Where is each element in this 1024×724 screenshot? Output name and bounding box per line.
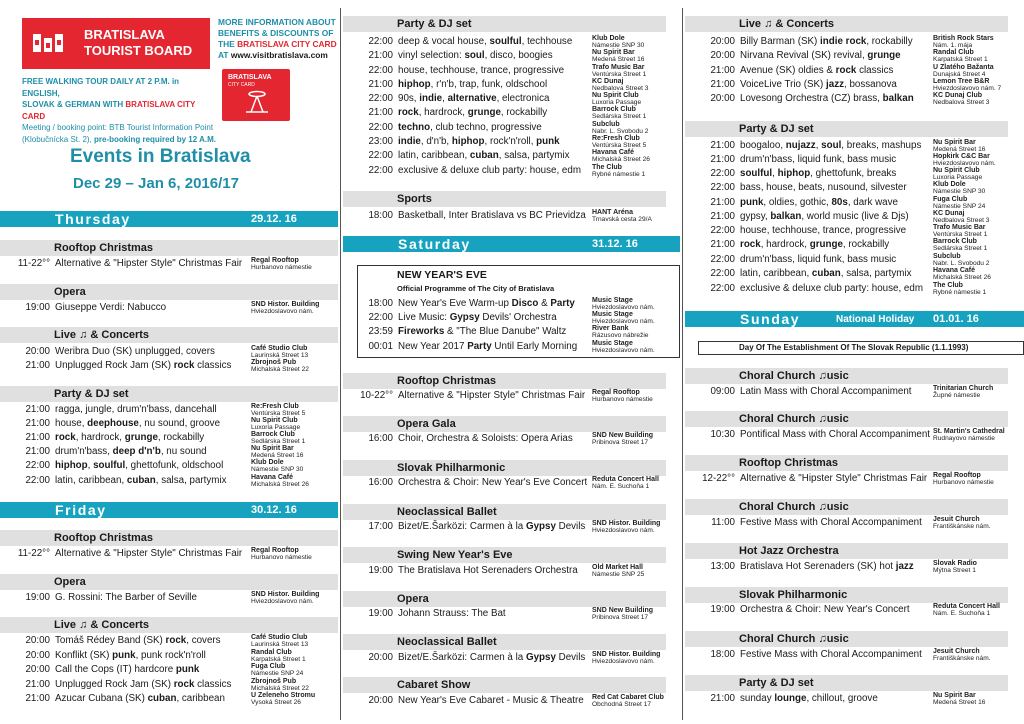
info-line: BENEFITS & DISCOUNTS OF [218,28,334,38]
event-title: Orchestra & Choir: New Year's Eve Concert [398,477,588,488]
event-venue: Old Market Hall Námestie SNP 25 [592,564,645,578]
day-bar-sunday [685,311,1024,327]
event-title: Lovesong Orchestra (CZ) brass, balkan [740,93,914,104]
event-venue: U Zlatého Bažanta Dunajská Street 4 [933,64,994,78]
event-time: 21:00 [710,65,735,76]
page-subtitle: Dec 29 – Jan 6, 2016/17 [73,175,239,192]
nye-subtitle: Official Programme of The City of Bratislava [397,284,555,293]
event-title: latin, caribbean, cuban, salsa, partymix [398,150,570,161]
category-heading: Opera [343,591,666,607]
category-heading: Cabaret Show [343,677,666,693]
category-heading: Rooftop Christmas [685,455,1008,471]
event-venue: Havana Café Michalská Street 26 [933,267,991,281]
event-venue: River Bank Rázusovo nábrežie [592,325,649,339]
event-venue: Nu Spirit Club Luxoria Passage [592,92,642,106]
event-time: 21:00 [710,197,735,208]
event-title: house, techhouse, trance, progressive [740,225,907,236]
event-time: 21:00 [25,693,50,704]
event-title: hiphop, r'n'b, trap, funk, oldschool [398,79,548,90]
event-time: 22:00 [710,283,735,294]
event-time: 10-22°° [360,390,393,401]
event-venue: Music Stage Hviezdoslavovo nám. [592,340,655,354]
nye-title: NEW YEAR'S EVE [397,269,487,281]
category-heading: Opera [0,284,338,300]
event-time: 21:00 [710,140,735,151]
event-time: 11-22°° [17,548,50,559]
event-title: Weribra Duo (SK) unplugged, covers [55,346,215,357]
category-heading: Rooftop Christmas [0,240,338,256]
event-venue: Slovak Radio Mýtna Street 1 [933,560,977,574]
ufo-tower-icon [242,89,272,113]
event-venue: Music Stage Hviezdoslavovo nám. [592,297,655,311]
column-1 [0,0,338,724]
event-venue: Randal Club Karpatská Street 1 [251,649,306,663]
event-title: Konflikt (SK) punk, punk rock'n'roll [55,650,206,661]
event-time: 21:00 [710,79,735,90]
event-venue: Jesuit Church Františkánske nám. [933,516,991,530]
event-venue: SND Histor. Building Hviezdoslavovo nám. [592,651,661,665]
event-venue: Music Stage Hviezdoslavovo nám. [592,311,655,325]
event-time: 11-22°° [17,258,50,269]
event-venue: Nu Spirit Club Luxoria Passage [933,167,983,181]
info-text: AT [218,50,231,60]
event-time: 21:00 [25,432,50,443]
event-time: 18:00 [710,649,735,660]
walk-prebooking: pre-booking required by 12 A.M. [94,134,216,144]
event-venue: St. Martin's Cathedral Rudnayovo námestie [933,428,1005,442]
city-card-info [218,17,338,61]
event-title: Unplugged Rock Jam (SK) rock classics [55,360,232,371]
category-heading: Choral Church ♫usic [685,411,1008,427]
event-title: Giuseppe Verdi: Nabucco [55,302,167,313]
event-time: 19:00 [25,302,50,313]
event-venue: Regal Rooftop Hurbanovo námestie [933,472,994,486]
event-time: 20:00 [710,50,735,61]
event-title: bass, house, beats, nusound, silvester [740,182,907,193]
website-link[interactable]: www.visitbratislava.com [230,50,328,60]
event-time: 22:00 [368,65,393,76]
day-date: 30.12. 16 [251,504,297,516]
event-venue: Regal Rooftop Hurbanovo námestie [251,547,312,561]
event-title: house, techhouse, trance, progressive [398,65,565,76]
event-venue: Regal Rooftop Hurbanovo námestie [251,257,312,271]
event-venue: SND Histor. Building Hviezdoslavovo nám. [251,591,320,605]
category-heading: Choral Church ♫usic [685,499,1008,515]
event-title: Call the Cops (IT) hardcore punk [55,664,200,675]
category-heading: Neoclassical Ballet [343,504,666,520]
walking-tour-info [22,76,218,145]
event-title: Alternative & "Hipster Style" Christmas Fair [55,258,243,269]
walk-line: Meeting / booking point: BTB Tourist Information Point [22,123,214,132]
info-line: MORE INFORMATION ABOUT [218,17,336,27]
event-venue: The Club Rybné námestie 1 [592,164,646,178]
event-venue: Zbrojnoš Pub Michalská Street 22 [251,359,309,373]
event-time: 21:00 [710,154,735,165]
event-title: Bizet/E.Šarközi: Carmen à la Gypsy Devils [398,521,586,532]
event-time: 22:00 [368,93,393,104]
event-title: techno, club techno, progressive [398,122,542,133]
event-title: boogaloo, nujazz, soul, breaks, mashups [740,140,922,151]
category-heading: Opera Gala [343,416,666,432]
page-title: Events in Bratislava [70,146,251,167]
event-title: G. Rossini: The Barber of Seville [55,592,197,603]
column-2 [343,0,680,724]
event-title: Festive Mass with Choral Accompaniment [740,649,922,660]
event-time: 21:00 [710,211,735,222]
event-time: 18:00 [368,210,393,221]
event-title: sunday lounge, chillout, groove [740,693,878,704]
event-time: 10:30 [710,429,735,440]
event-title: drum'n'bass, liquid funk, bass music [740,154,897,165]
event-venue: Reduta Concert Hall Nám. E. Suchoňa 1 [592,476,659,490]
event-time: 23:59 [368,326,393,337]
day-bar-thursday [0,211,338,227]
event-time: 22:00 [710,168,735,179]
day-date: 01.01. 16 [933,313,979,325]
event-time: 13:00 [710,561,735,572]
day-name: Thursday [55,211,131,227]
event-time: 22:00 [710,182,735,193]
category-heading: Slovak Philharmonic [685,587,1008,603]
event-time: 09:00 [710,386,735,397]
category-heading: Choral Church ♫usic [685,631,1008,647]
event-venue: Trafo Music Bar Ventúrska Street 1 [592,64,647,78]
event-time: 20:00 [25,635,50,646]
event-time: 22:00 [710,225,735,236]
event-venue: Hopkirk C&C Bar Hviezdoslavovo nám. [933,153,996,167]
event-time: 21:00 [710,693,735,704]
event-title: exclusive & deluxe club party: house, edm [398,165,581,176]
event-title: Nirvana Revival (SK) revival, grunge [740,50,901,61]
event-venue: KC Dunaj Nedbalova Street 3 [933,210,990,224]
event-time: 21:00 [25,360,50,371]
event-title: indie, d'n'b, hiphop, rock'n'roll, punk [398,136,560,147]
event-title: New Year 2017 Party Until Early Morning [398,341,578,352]
event-venue: Lemon Tree B&R Hviezdoslavovo nám. 7 [933,78,1002,92]
event-venue: KC Dunaj Club Nedbalova Street 3 [933,92,990,106]
event-venue: SND New Building Pribinova Street 17 [592,432,654,446]
event-time: 20:00 [368,652,393,663]
event-venue: Randal Club Karpatská Street 1 [933,49,988,63]
event-title: deep & vocal house, soulful, techhouse [398,36,573,47]
category-heading: Slovak Philharmonic [343,460,666,476]
event-venue: Subclub Nabr. L. Svobodu 2 [592,121,649,135]
event-time: 22:00 [368,122,393,133]
event-venue: Trinitarian Church Župné námestie [933,385,994,399]
category-heading: Rooftop Christmas [0,530,338,546]
event-title: Alternative & "Hipster Style" Christmas Fair [740,473,928,484]
event-title: Alternative & "Hipster Style" Christmas Fair [55,548,243,559]
event-venue: Red Cat Cabaret Club Obchodná Street 17 [592,694,664,708]
event-time: 19:00 [368,565,393,576]
event-venue: Regal Rooftop Hurbanovo námestie [592,389,653,403]
event-time: 20:00 [368,695,393,706]
event-venue: Trafo Music Bar Ventúrska Street 1 [933,224,988,238]
event-title: The Bratislava Hot Serenaders Orchestra [398,565,578,576]
event-title: rock, hardrock, grunge, rockabilly [55,432,205,443]
walk-city-card: BRATISLAVA CITY CARD [22,100,196,121]
day-date: 29.12. 16 [251,213,297,225]
event-title: exclusive & deluxe club party: house, edm [740,283,923,294]
event-title: punk, oldies, gothic, 80s, dark wave [740,197,898,208]
event-title: drum'n'bass, liquid funk, bass music [740,254,897,265]
event-time: 21:00 [368,50,393,61]
event-venue: Subclub Nabr. L. Svobodu 2 [933,253,990,267]
event-time: 20:00 [710,93,735,104]
category-heading: Live ♫ & Concerts [685,16,1008,32]
event-title: rock, hardrock, grunge, rockabilly [740,239,890,250]
event-venue: Reduta Concert Hall Nám. E. Suchoňa 1 [933,603,1000,617]
event-time: 16:00 [368,433,393,444]
event-title: Alternative & "Hipster Style" Christmas Fair [398,390,586,401]
event-title: Choir, Orchestra & Soloists: Opera Arias [398,433,573,444]
event-time: 20:00 [25,664,50,675]
event-title: Orchestra & Choir: New Year's Concert [740,604,910,615]
event-time: 18:00 [368,298,393,309]
event-venue: SND Histor. Building Hviezdoslavovo nám. [592,520,661,534]
bratislava-tourist-board-logo[interactable] [22,18,210,69]
national-holiday-box: Day Of The Establishment Of The Slovak Republic (1.1.1993) [698,341,1024,355]
event-time: 19:00 [710,604,735,615]
category-heading: Party & DJ set [685,675,1008,691]
info-text: THE [218,39,238,49]
event-time: 21:00 [25,446,50,457]
event-title: Festive Mass with Choral Accompaniment [740,517,922,528]
event-time: 12-22°° [702,473,735,484]
event-time: 22:00 [710,268,735,279]
event-venue: Havana Café Michalská Street 26 [592,149,650,163]
event-title: latin, caribbean, cuban, salsa, partymix [55,475,227,486]
event-time: 22:00 [710,254,735,265]
logo-line-2: TOURIST BOARD [84,43,193,58]
category-heading: Sports [343,191,666,207]
event-time: 20:00 [25,346,50,357]
day-date: 31.12. 16 [592,238,638,250]
category-heading: Choral Church ♫usic [685,368,1008,384]
category-heading: Live ♫ & Concerts [0,327,338,343]
category-heading: Hot Jazz Orchestra [685,543,1008,559]
event-venue: Nu Spirit Bar Medená Street 16 [251,445,304,459]
event-time: 21:00 [25,404,50,415]
event-time: 22:00 [25,475,50,486]
event-venue: SND New Building Pribinova Street 17 [592,607,654,621]
category-heading: Neoclassical Ballet [343,634,666,650]
event-title: hiphop, soulful, ghettofunk, oldschool [55,460,224,471]
event-time: 22:00 [25,460,50,471]
category-heading: Opera [0,574,338,590]
city-card-image [222,69,290,121]
event-title: VoiceLive Trio (SK) jazz, bossanova [740,79,897,90]
event-venue: Fuga Club Námestie SNP 24 [251,663,304,677]
event-title: drum'n'bass, deep d'n'b, nu sound [55,446,207,457]
day-bar-friday [0,502,338,518]
event-title: Pontifical Mass with Choral Accompaniment [740,429,931,440]
event-venue: Jesuit Church Františkánske nám. [933,648,991,662]
event-time: 11:00 [711,517,735,528]
event-venue: Barrock Club Sedlárska Street 1 [251,431,306,445]
event-venue: Klub Dole Námestie SNP 30 [251,459,304,473]
walk-line: FREE WALKING TOUR DAILY AT 2 P.M. in ENGLISH, [22,77,180,98]
event-venue: Zbrojnoš Pub Michalská Street 22 [251,678,309,692]
category-heading: Party & DJ set [343,16,666,32]
event-venue: Nu Spirit Bar Medená Street 16 [592,49,645,63]
event-time: 23:00 [368,136,393,147]
card-sublabel: CITY CARD [228,82,255,88]
category-heading: Party & DJ set [685,121,1008,137]
event-title: Bratislava Hot Serenaders (SK) hot jazz [740,561,914,572]
event-time: 17:00 [368,521,393,532]
event-title: vinyl selection: soul, disco, boogies [398,50,553,61]
event-venue: Havana Café Michalská Street 26 [251,474,309,488]
column-divider [682,8,683,720]
event-time: 22:00 [368,36,393,47]
event-time: 22:00 [368,312,393,323]
event-title: ragga, jungle, drum'n'bass, dancehall [55,404,217,415]
category-heading: Swing New Year's Eve [343,547,666,563]
event-venue: Nu Spirit Bar Medená Street 16 [933,692,986,706]
walk-text: (Klobučnícka St. 2), [22,134,95,144]
event-venue: British Rock Stars Nám. 1. mája [933,35,994,49]
event-title: 90s, indie, alternative, electronica [398,93,550,104]
event-title: Johann Strauss: The Bat [398,608,506,619]
event-venue: Re:Fresh Club Ventúrska Street 5 [592,135,647,149]
event-venue: Barrock Club Sedlárska Street 1 [933,238,988,252]
event-venue: Klub Dole Námestie SNP 30 [933,181,986,195]
column-divider [340,8,341,720]
event-title: New Year's Eve Warm-up Disco & Party [398,298,575,309]
column-3 [685,0,1024,724]
event-time: 22:00 [368,165,393,176]
event-venue: Nu Spirit Club Luxoria Passage [251,417,301,431]
event-venue: Klub Dole Námestie SNP 30 [592,35,645,49]
event-title: Azucar Cubana (SK) cuban, caribbean [55,693,225,704]
event-time: 22:00 [368,150,393,161]
event-title: gypsy, balkan, world music (live & Djs) [740,211,909,222]
event-title: Bizet/E.Šarközi: Carmen à la Gypsy Devils [398,652,586,663]
event-venue: Nu Spirit Bar Medená Street 16 [933,139,986,153]
category-heading: Party & DJ set [0,386,338,402]
event-time: 21:00 [25,418,50,429]
event-venue: Café Studio Club Laurinská Street 13 [251,345,309,359]
event-time: 19:00 [368,608,393,619]
event-title: Live Music: Gypsy Devils' Orchestra [398,312,557,323]
event-venue: The Club Rybné námestie 1 [933,282,987,296]
event-title: soulful, hiphop, ghettofunk, breaks [740,168,897,179]
event-time: 19:00 [25,592,50,603]
event-title: Billy Barman (SK) indie rock, rockabilly [740,36,913,47]
event-title: New Year's Eve Cabaret - Music & Theatre [398,695,584,706]
event-title: Avenue (SK) oldies & rock classics [740,65,894,76]
event-time: 21:00 [710,239,735,250]
event-venue: SND Histor. Building Hviezdoslavovo nám. [251,301,320,315]
event-venue: Fuga Club Námestie SNP 24 [933,196,986,210]
event-time: 21:00 [25,679,50,690]
event-venue: HANT Aréna Trnavská cesta 29/A [592,209,652,223]
event-venue: KC Dunaj Nedbalova Street 3 [592,78,649,92]
event-title: rock, hardrock, grunge, rockabilly [398,107,548,118]
event-venue: Café Studio Club Laurinská Street 13 [251,634,309,648]
event-time: 16:00 [368,477,393,488]
event-title: latin, caribbean, cuban, salsa, partymix [740,268,912,279]
day-name: Saturday [398,236,471,252]
event-title: Tomáš Rédey Band (SK) rock, covers [55,635,221,646]
event-title: Fireworks & "The Blue Danube" Waltz [398,326,567,337]
event-time: 00:01 [368,341,393,352]
event-time: 20:00 [710,36,735,47]
national-holiday-label: National Holiday [836,314,915,325]
castle-icon [32,32,64,54]
day-bar-saturday [343,236,680,252]
day-name: Sunday [740,311,801,327]
card-label: BRATISLAVA [228,74,272,81]
category-heading: Live ♫ & Concerts [0,617,338,633]
category-heading: Rooftop Christmas [343,373,666,389]
walk-text: SLOVAK & GERMAN WITH [22,100,126,109]
event-venue: Barrock Club Sedlárska Street 1 [592,106,647,120]
event-title: Latin Mass with Choral Accompaniment [740,386,912,397]
event-time: 21:00 [368,107,393,118]
event-title: house, deephouse, nu sound, groove [55,418,221,429]
event-time: 20:00 [25,650,50,661]
day-name: Friday [55,502,107,518]
event-title: Basketball, Inter Bratislava vs BC Prievidza [398,210,586,221]
event-title: Unplugged Rock Jam (SK) rock classics [55,679,232,690]
event-time: 21:00 [368,79,393,90]
event-venue: Re:Fresh Club Ventúrska Street 5 [251,403,306,417]
event-venue: U Zeleneho Stromu Vysoká Street 26 [251,692,316,706]
logo-line-1: BRATISLAVA [84,27,165,42]
city-card-name: BRATISLAVA CITY CARD [237,39,337,49]
